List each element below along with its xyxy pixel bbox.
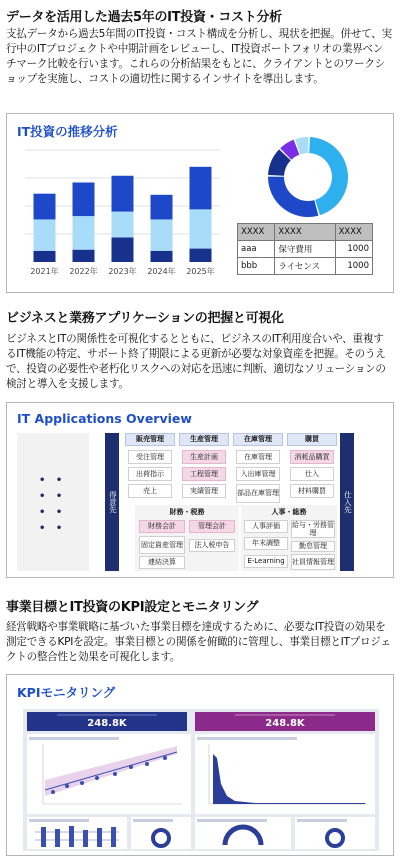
kpi-card-2-caption (235, 714, 335, 716)
table-cell: 1000 (335, 258, 372, 275)
panel-title-it-applications: IT Applications Overview (17, 411, 192, 426)
scatter-point (163, 756, 167, 760)
x-tick-label: 2025年 (186, 267, 215, 276)
tile-caption-bar (133, 819, 173, 822)
kpi-monitoring-panel (6, 674, 394, 856)
kpi-donut-tile-2 (295, 817, 375, 849)
app-fixed-assets[interactable]: 固定資産管理 (139, 536, 185, 554)
tile-caption-bar (29, 737, 119, 740)
table-header-cell: XXXX (275, 224, 335, 241)
kpi-dashboard (23, 709, 379, 851)
mini-bar (41, 827, 46, 847)
kpi-scatter-chart (27, 734, 191, 814)
bar-segment (151, 195, 173, 220)
donut-slice (268, 177, 318, 217)
app-elearning[interactable]: E-Learning (244, 555, 288, 568)
hr-group (241, 505, 337, 571)
bar-segment (34, 251, 56, 262)
grid-line (35, 839, 119, 841)
kpi-curve-chart (195, 734, 375, 814)
scatter-point (145, 762, 149, 766)
grid-line (35, 831, 119, 833)
section-title-kpi: 事業目標とIT投資のKPI設定とモニタリング (6, 600, 259, 615)
x-tick-label: 2023年 (108, 267, 137, 276)
app-order-management[interactable]: 受注管理 (128, 450, 172, 464)
kpi-bar-tile (27, 817, 127, 849)
bar-segment (190, 167, 212, 210)
scatter-point (51, 790, 55, 794)
kpi-mini-bars (27, 817, 127, 849)
app-payroll[interactable]: 給与・労務管理 (292, 520, 334, 537)
stacked-bar-chart (15, 142, 225, 292)
x-tick-label: 2021年 (30, 267, 59, 276)
app-results-management[interactable]: 実績管理 (182, 484, 226, 498)
mini-bar (69, 826, 74, 847)
section-body-app-visualization: ビジネスとITの関係性を可視化するとともに、ビジネスのIT利用度合いや、重複するIT機能の特定、サポート終了期限による更新が必要な対象資産を把握。そのうえで、投資の必要性や老朽化リスクへの対応を迅速に判断、適切なソリューションの検討と導入を支援します。 (6, 333, 386, 390)
app-consolidated-closing[interactable]: 連結決算 (139, 556, 185, 569)
app-inventory-management[interactable]: 在庫管理 (236, 450, 280, 464)
customer-list-placeholder (17, 433, 89, 571)
app-personnel-evaluation[interactable]: 人事評価 (244, 520, 288, 533)
finance-group (135, 505, 239, 571)
table-header-cell: XXXX (335, 224, 372, 241)
app-materials-purchasing[interactable]: 材料購買 (290, 484, 334, 498)
section-title-it-cost-analysis: データを活用した過去5年のIT投資・コスト分析 (6, 10, 282, 25)
section-body-it-cost-analysis: 支払データから過去5年間のIT投資・コスト構成を分析し、現状を把握。併せて、実行中のITプロジェクトや中期計画をレビューし、IT投資ポートフォリオの業界ベンチマーク比較を行います。これらの分析結果をもとに、クライアントとのワークショップを実施し、コストの適切性に関するインサイトを導出します。 (6, 28, 392, 85)
mini-bar (111, 827, 116, 847)
kpi-value-2: 248.8K (265, 718, 305, 729)
app-process-management[interactable]: 工程管理 (182, 467, 226, 481)
bar-segment (73, 182, 95, 216)
tile-caption-bar (29, 819, 89, 822)
bar-segment (34, 219, 56, 250)
table-cell: ライセンス (275, 258, 335, 275)
it-investment-panel (6, 113, 394, 293)
kpi-gauge-tile (195, 817, 291, 849)
app-stock-in-out[interactable]: 入出庫管理 (236, 467, 280, 481)
customer-label: 得意先 (108, 490, 118, 514)
mini-bar (55, 829, 60, 847)
app-attendance[interactable]: 勤怠管理 (291, 541, 335, 552)
app-procurement[interactable]: 仕入 (290, 467, 334, 481)
bar-segment (73, 250, 95, 262)
tile-caption-bar (197, 737, 297, 740)
kpi-scatter-tile (27, 734, 191, 814)
curve-area (213, 754, 365, 804)
customer-bar (105, 433, 119, 571)
bar-segment (190, 249, 212, 262)
app-production-planning[interactable]: 生産計画 (182, 450, 226, 464)
app-parts-inventory[interactable]: 部品在庫管理 (236, 484, 280, 503)
scatter-point (65, 784, 69, 788)
bar-segment (73, 216, 95, 250)
supplier-label: 仕入先 (343, 490, 353, 514)
kpi-value-1: 248.8K (87, 718, 127, 729)
cost-table (237, 223, 373, 275)
bar-segment (190, 209, 212, 248)
group-header-sales: 販売管理 (125, 433, 175, 446)
scatter-point (113, 772, 117, 776)
app-financial-accounting[interactable]: 財務会計 (139, 520, 185, 533)
app-sales[interactable]: 売上 (128, 484, 172, 498)
kpi-card-1-caption (57, 714, 157, 716)
table-cell: bbb (238, 258, 275, 275)
kpi-mini-donut-1 (131, 817, 191, 849)
scatter-point (129, 765, 133, 769)
group-header-hr: 人事・総務 (271, 507, 307, 516)
app-employee-info[interactable]: 社員情報管理 (291, 554, 335, 570)
bar-segment (112, 176, 134, 212)
trend-line (45, 752, 177, 790)
panel-title-it-investment: IT投資の推移分析 (17, 124, 118, 139)
kpi-donut-tile-1 (131, 817, 191, 849)
x-tick-label: 2024年 (147, 267, 176, 276)
section-body-kpi: 経営戦略や事業戦略に基づいた事業目標を達成するために、必要なIT投資の効果を測定できるKPIを設定。事業目標との関係を俯瞰的に管理し、事業目標とITプロジェクトの整合性と効果を可視化します。 (6, 621, 391, 663)
group-header-purchasing: 購買 (287, 433, 337, 446)
bar-segment (151, 251, 173, 262)
kpi-card-1 (27, 712, 187, 731)
business-groups (125, 433, 337, 503)
gauge-arc (225, 827, 261, 845)
tile-caption-bar (297, 819, 347, 822)
supplier-bar (340, 433, 354, 571)
mini-bar (97, 828, 102, 847)
bar-segment (112, 237, 134, 262)
dots-placeholder: • • • • • • • • (39, 475, 63, 534)
app-shipping-instruction[interactable]: 出荷指示 (128, 467, 172, 481)
table-row (238, 241, 373, 258)
table-cell: 1000 (335, 241, 372, 258)
bar-segment (112, 212, 134, 238)
app-year-end-adjustment[interactable]: 年末調整 (244, 537, 288, 550)
table-header-cell: XXXX (238, 224, 275, 241)
mini-donut-ring (327, 830, 343, 846)
mini-bar (83, 830, 88, 847)
app-corporate-tax[interactable]: 法人税申告 (189, 539, 235, 552)
scatter-point (80, 781, 84, 785)
scatter-point (95, 776, 99, 780)
it-applications-panel (6, 402, 394, 578)
group-header-production: 生産管理 (179, 433, 229, 446)
bar-segment (151, 219, 173, 250)
table-row (238, 258, 373, 275)
tile-caption-bar (197, 819, 267, 822)
x-tick-label: 2022年 (69, 267, 98, 276)
mini-donut-ring (153, 830, 169, 846)
table-cell: aaa (238, 241, 275, 258)
group-header-inventory: 在庫管理 (233, 433, 283, 446)
section-title-app-visualization: ビジネスと業務アプリケーションの把握と可視化 (6, 311, 284, 326)
table-header-row (238, 224, 373, 241)
bar-segment (34, 194, 56, 220)
donut-chart (263, 132, 353, 222)
app-consumables-purchasing[interactable]: 消耗品購買 (290, 450, 334, 464)
kpi-mini-donut-2 (295, 817, 375, 849)
table-cell: 保守費用 (275, 241, 335, 258)
app-management-accounting[interactable]: 管理会計 (189, 520, 235, 533)
kpi-mini-gauge (195, 817, 291, 849)
kpi-curve-tile (195, 734, 375, 814)
kpi-card-2 (195, 712, 375, 731)
group-header-finance: 財務・税務 (169, 507, 205, 516)
panel-title-kpi: KPIモニタリング (17, 685, 116, 700)
